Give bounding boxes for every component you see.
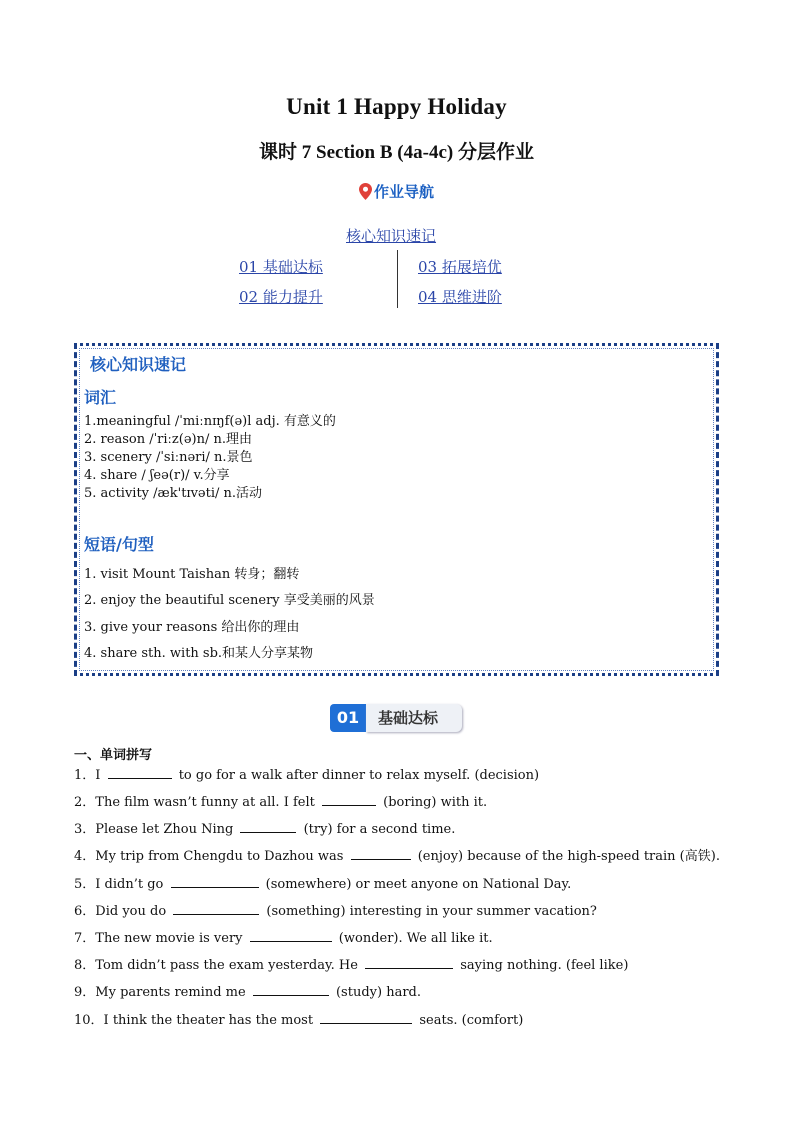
nav-link-thinking[interactable]: 04 思维进阶 [418,288,502,306]
question-text-after: (somewhere) or meet anyone on National Day. [265,877,572,892]
nav-link-extend[interactable]: 03 拓展培优 [418,258,502,276]
answer-blank[interactable] [320,1011,412,1024]
question-text-before: I [95,768,101,783]
question-text-before: Did you do [95,904,167,919]
vocab-item: 4. share / ʃeə(r)/ v.分享 [84,468,230,483]
question-text-before: My parents remind me [95,985,246,1000]
answer-blank[interactable] [171,875,259,888]
answer-blank[interactable] [173,902,259,915]
answer-blank[interactable] [365,956,453,969]
question-row [74,791,487,810]
question-number: 5． [74,877,96,892]
question-text-before: I think the theater has the most [103,1013,314,1028]
phrase-heading: 短语/句型 [84,535,154,554]
nav-divider [397,250,398,308]
question-number: 9． [74,985,96,1000]
section-label: 基础达标 [366,704,462,732]
question-number: 7． [74,931,96,946]
question-number: 2． [74,795,96,810]
knowledge-heading: 核心知识速记 [90,355,187,374]
question-text-after: (wonder). We all like it. [338,931,493,946]
question-row [74,954,628,973]
question-text-after: (study) hard. [335,985,421,1000]
question-text-after: (something) interesting in your summer vacation? [266,904,597,919]
location-pin-icon [359,183,372,204]
answer-blank[interactable] [351,847,411,860]
question-row [74,927,493,946]
nav-link-basic[interactable]: 01 基础达标 [239,258,323,276]
question-text-after: (boring) with it. [383,795,488,810]
vocab-item: 3. scenery /ˈsiːnəri/ n.景色 [84,450,253,465]
question-row [74,873,571,892]
question-text-after: (try) for a second time. [303,822,456,837]
vocab-item: 5. activity /æk'tɪvəti/ n.活动 [84,486,263,501]
question-number: 1． [74,768,96,783]
question-text-before: The film wasn’t funny at all. I felt [95,795,315,810]
phrase-item: 4. share sth. with sb.和某人分享某物 [84,646,314,661]
question-row [74,1009,523,1028]
question-number: 4． [74,849,96,864]
answer-blank[interactable] [108,766,172,779]
nav-heading-text: 作业导航 [373,183,434,201]
answer-blank[interactable] [253,983,329,996]
question-text-before: Please let Zhou Ning [95,822,234,837]
nav-heading [0,181,793,204]
question-row [74,818,455,837]
question-text-before: My trip from Chengdu to Dazhou was [95,849,344,864]
nav-link-ability[interactable]: 02 能力提升 [239,288,323,306]
vocab-item: 1.meaningful /ˈmiːnɪŋf(ə)l adj. 有意义的 [84,414,336,429]
question-text-after: to go for a walk after dinner to relax myself. (decision) [178,768,540,783]
page-title: Unit 1 Happy Holiday [286,94,507,119]
phrase-item: 3. give your reasons 给出你的理由 [84,620,300,635]
nav-link-core-knowledge[interactable]: 核心知识速记 [346,227,437,245]
question-text-before: Tom didn’t pass the exam yesterday. He [95,958,358,973]
section-number: 01 [330,704,366,732]
phrase-item: 1. visit Mount Taishan 转身；翻转 [84,567,300,582]
answer-blank[interactable] [322,793,376,806]
page-subtitle: 课时 7 Section B (4a-4c) 分层作业 [259,142,534,163]
answer-blank[interactable] [240,820,296,833]
vocab-item: 2. reason /ˈriːz(ə)n/ n.理由 [84,432,252,447]
question-number: 3． [74,822,96,837]
answer-blank[interactable] [250,929,332,942]
question-row [74,981,421,1000]
question-text-after: (enjoy) because of the high-speed train (高铁). [417,849,720,864]
question-number: 8． [74,958,96,973]
phrase-item: 2. enjoy the beautiful scenery 享受美丽的风景 [84,593,375,608]
question-text-before: The new movie is very [95,931,243,946]
question-text-before: I didn’t go [95,877,164,892]
question-text-after: seats. (comfort) [419,1013,524,1028]
vocab-heading: 词汇 [84,388,117,407]
question-row [74,845,720,864]
part-title: 一、单词拼写 [74,748,153,763]
question-row [74,764,539,783]
question-number: 6． [74,904,96,919]
question-number: 10． [74,1013,104,1028]
question-text-after: saying nothing. (feel like) [460,958,629,973]
question-row [74,900,597,919]
